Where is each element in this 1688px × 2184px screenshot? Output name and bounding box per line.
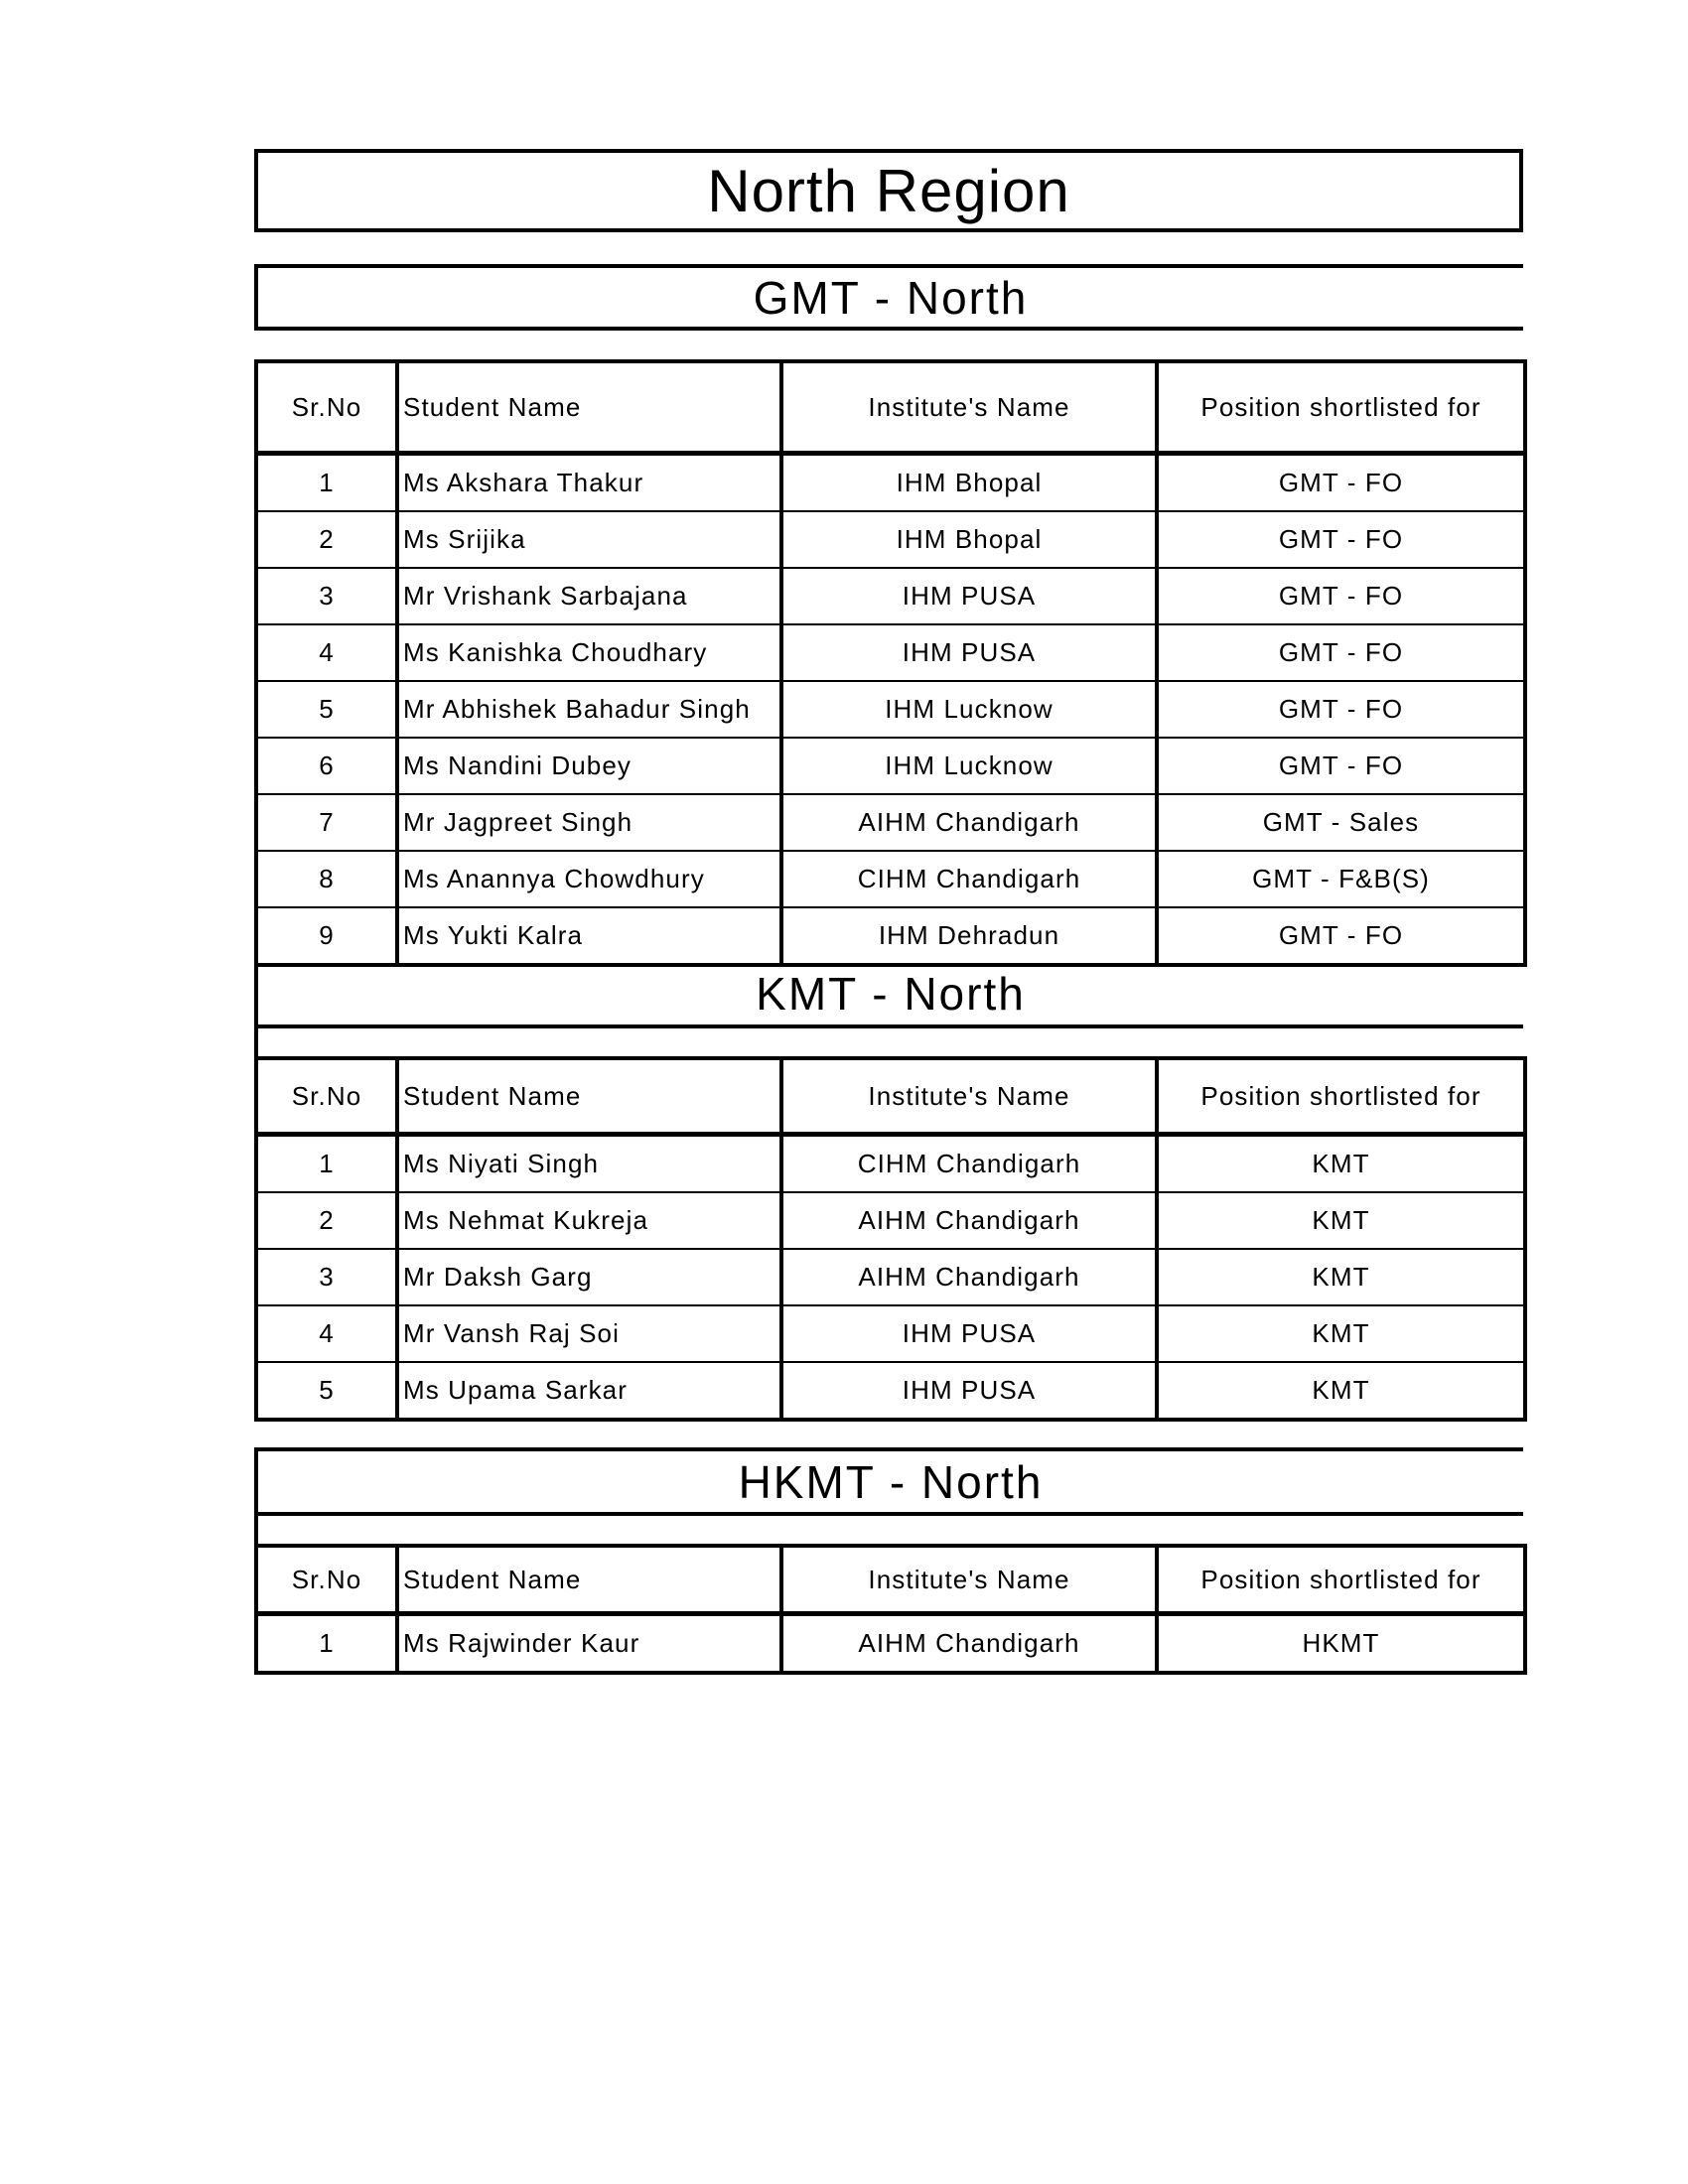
table-row bbox=[256, 1249, 1525, 1305]
cell-sr: 5 bbox=[256, 1362, 397, 1420]
cell-institute: AIHM Chandigarh bbox=[781, 1192, 1157, 1249]
table-row bbox=[256, 1192, 1525, 1249]
cell-institute: IHM Bhopal bbox=[781, 511, 1157, 568]
table-row bbox=[256, 1305, 1525, 1362]
table-row bbox=[256, 794, 1525, 851]
cell-student-name: Mr Vrishank Sarbajana bbox=[397, 568, 781, 624]
col-header-sr: Sr.No bbox=[256, 1546, 397, 1614]
cell-student-name: Mr Abhishek Bahadur Singh bbox=[397, 681, 781, 738]
table-row bbox=[256, 681, 1525, 738]
cell-institute: CIHM Chandigarh bbox=[781, 851, 1157, 907]
cell-institute: AIHM Chandigarh bbox=[781, 1614, 1157, 1674]
cell-position: GMT - FO bbox=[1157, 738, 1525, 794]
section-spacer bbox=[254, 1516, 1523, 1546]
cell-student-name: Ms Nandini Dubey bbox=[397, 738, 781, 794]
page-title: North Region bbox=[707, 157, 1070, 224]
cell-position: GMT - F&B(S) bbox=[1157, 851, 1525, 907]
section-heading-gmt bbox=[254, 264, 1523, 331]
cell-institute: AIHM Chandigarh bbox=[781, 1249, 1157, 1305]
cell-institute: IHM Lucknow bbox=[781, 681, 1157, 738]
col-header-institute: Institute's Name bbox=[781, 1546, 1157, 1614]
cell-student-name: Mr Jagpreet Singh bbox=[397, 794, 781, 851]
cell-student-name: Ms Anannya Chowdhury bbox=[397, 851, 781, 907]
section-heading-hkmt bbox=[254, 1447, 1523, 1516]
cell-sr: 7 bbox=[256, 794, 397, 851]
table-row bbox=[256, 1135, 1525, 1193]
table-header-row bbox=[256, 361, 1525, 454]
cell-position: GMT - FO bbox=[1157, 511, 1525, 568]
cell-institute: IHM PUSA bbox=[781, 568, 1157, 624]
cell-position: GMT - Sales bbox=[1157, 794, 1525, 851]
cell-position: KMT bbox=[1157, 1192, 1525, 1249]
cell-student-name: Ms Srijika bbox=[397, 511, 781, 568]
cell-institute: AIHM Chandigarh bbox=[781, 794, 1157, 851]
cell-sr: 5 bbox=[256, 681, 397, 738]
col-header-name: Student Name bbox=[397, 1546, 781, 1614]
cell-position: KMT bbox=[1157, 1135, 1525, 1193]
cell-position: KMT bbox=[1157, 1249, 1525, 1305]
cell-sr: 1 bbox=[256, 1135, 397, 1193]
cell-institute: IHM PUSA bbox=[781, 624, 1157, 681]
cell-student-name: Mr Daksh Garg bbox=[397, 1249, 781, 1305]
table-row bbox=[256, 1614, 1525, 1674]
cell-student-name: Ms Upama Sarkar bbox=[397, 1362, 781, 1420]
cell-sr: 4 bbox=[256, 1305, 397, 1362]
cell-position: GMT - FO bbox=[1157, 907, 1525, 965]
cell-sr: 4 bbox=[256, 624, 397, 681]
cell-position: GMT - FO bbox=[1157, 454, 1525, 512]
cell-position: GMT - FO bbox=[1157, 568, 1525, 624]
cell-sr: 3 bbox=[256, 1249, 397, 1305]
col-header-institute: Institute's Name bbox=[781, 361, 1157, 454]
cell-student-name: Ms Kanishka Choudhary bbox=[397, 624, 781, 681]
cell-student-name: Ms Akshara Thakur bbox=[397, 454, 781, 512]
table-row bbox=[256, 511, 1525, 568]
table-header-row bbox=[256, 1546, 1525, 1614]
table-row bbox=[256, 454, 1525, 512]
cell-student-name: Ms Yukti Kalra bbox=[397, 907, 781, 965]
section-heading-kmt bbox=[254, 962, 1523, 1028]
cell-student-name: Ms Niyati Singh bbox=[397, 1135, 781, 1193]
cell-position: KMT bbox=[1157, 1362, 1525, 1420]
cell-position: GMT - FO bbox=[1157, 681, 1525, 738]
col-header-name: Student Name bbox=[397, 1058, 781, 1135]
col-header-sr: Sr.No bbox=[256, 1058, 397, 1135]
cell-sr: 6 bbox=[256, 738, 397, 794]
cell-sr: 2 bbox=[256, 1192, 397, 1249]
table-row bbox=[256, 851, 1525, 907]
col-header-institute: Institute's Name bbox=[781, 1058, 1157, 1135]
cell-position: GMT - FO bbox=[1157, 624, 1525, 681]
cell-position: KMT bbox=[1157, 1305, 1525, 1362]
col-header-position: Position shortlisted for bbox=[1157, 1058, 1525, 1135]
table-gmt bbox=[254, 359, 1527, 967]
cell-student-name: Ms Nehmat Kukreja bbox=[397, 1192, 781, 1249]
col-header-sr: Sr.No bbox=[256, 361, 397, 454]
table-row bbox=[256, 738, 1525, 794]
cell-position: HKMT bbox=[1157, 1614, 1525, 1674]
col-header-position: Position shortlisted for bbox=[1157, 1546, 1525, 1614]
section-title: GMT - North bbox=[753, 271, 1029, 324]
col-header-position: Position shortlisted for bbox=[1157, 361, 1525, 454]
cell-sr: 8 bbox=[256, 851, 397, 907]
section-spacer bbox=[254, 1028, 1523, 1058]
table-header-row bbox=[256, 1058, 1525, 1135]
table-row bbox=[256, 1362, 1525, 1420]
col-header-name: Student Name bbox=[397, 361, 781, 454]
cell-student-name: Ms Rajwinder Kaur bbox=[397, 1614, 781, 1674]
section-title: HKMT - North bbox=[738, 1455, 1044, 1508]
cell-institute: IHM Dehradun bbox=[781, 907, 1157, 965]
cell-institute: CIHM Chandigarh bbox=[781, 1135, 1157, 1193]
table-row bbox=[256, 624, 1525, 681]
cell-sr: 2 bbox=[256, 511, 397, 568]
cell-institute: IHM Lucknow bbox=[781, 738, 1157, 794]
cell-sr: 1 bbox=[256, 454, 397, 512]
section-title: KMT - North bbox=[756, 967, 1026, 1020]
cell-institute: IHM PUSA bbox=[781, 1362, 1157, 1420]
cell-institute: IHM Bhopal bbox=[781, 454, 1157, 512]
cell-institute: IHM PUSA bbox=[781, 1305, 1157, 1362]
cell-sr: 9 bbox=[256, 907, 397, 965]
table-row bbox=[256, 907, 1525, 965]
table-kmt bbox=[254, 1056, 1527, 1422]
table-hkmt bbox=[254, 1544, 1527, 1675]
table-row bbox=[256, 568, 1525, 624]
cell-student-name: Mr Vansh Raj Soi bbox=[397, 1305, 781, 1362]
cell-sr: 3 bbox=[256, 568, 397, 624]
page-title-box bbox=[254, 149, 1523, 232]
cell-sr: 1 bbox=[256, 1614, 397, 1674]
